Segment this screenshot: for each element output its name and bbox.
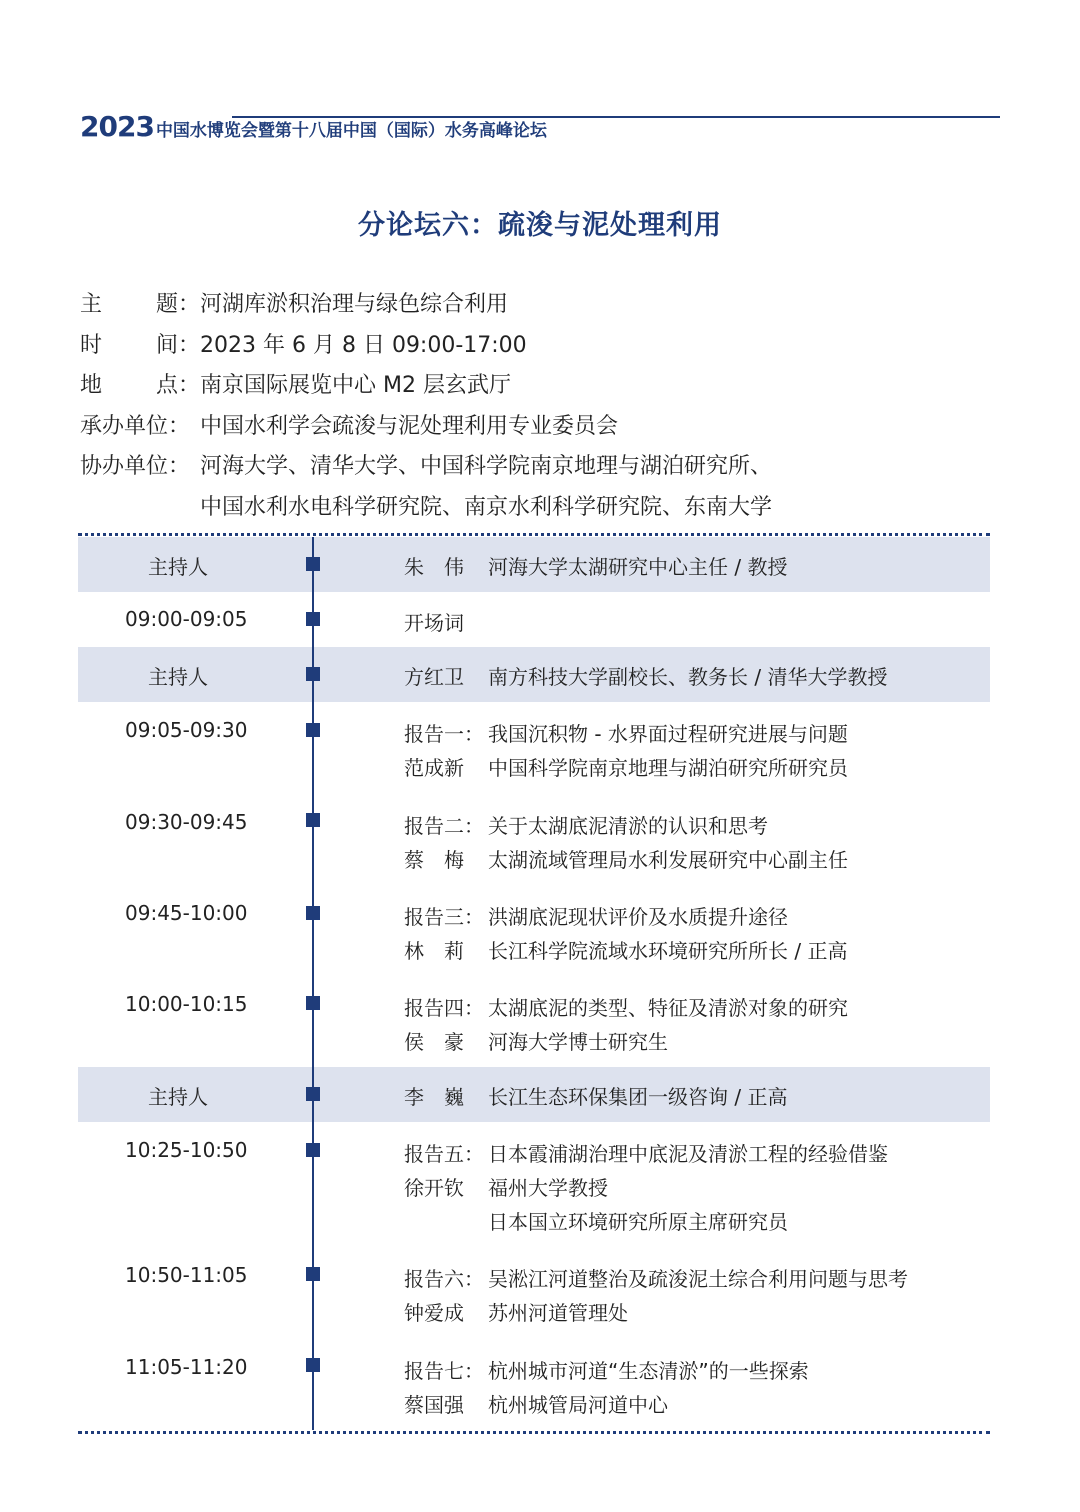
- info-time-label: 时 间：: [80, 332, 200, 358]
- info-co-row: [80, 447, 772, 488]
- info-theme-row: [80, 285, 772, 326]
- speaker-name: 蔡国强: [404, 1393, 464, 1417]
- report-title: 我国沉积物 - 水界面过程研究进展与问题: [488, 722, 848, 746]
- speaker-name: 徐开钦: [404, 1176, 464, 1200]
- info-place-value: 南京国际展览中心 M2 层玄武厅: [200, 373, 511, 398]
- schedule-item: [78, 592, 990, 647]
- host-row: [78, 537, 990, 592]
- timeline-marker: [306, 813, 320, 827]
- item-time: 09:30-09:45: [125, 810, 248, 834]
- host-label: 主持人: [148, 665, 208, 689]
- speaker-affiliation: 苏州河道管理处: [488, 1301, 628, 1325]
- host-label: 主持人: [148, 1085, 208, 1109]
- info-co-value-line2: 中国水利水电科学研究院、南京水利科学研究院、东南大学: [200, 494, 773, 520]
- info-time-value: 2023 年 6 月 8 日 09:00-17:00: [200, 332, 527, 358]
- report-title: 杭州城市河道“生态清淤”的一些探索: [488, 1359, 809, 1383]
- report-label: 报告二：: [404, 814, 484, 838]
- info-co-value-line1: 河海大学、清华大学、中国科学院南京地理与湖泊研究所、: [200, 454, 773, 479]
- report-label: 报告三：: [404, 905, 484, 929]
- report-title: 洪湖底泥现状评价及水质提升途径: [488, 905, 788, 929]
- info-block: [80, 285, 772, 528]
- item-time: 10:25-10:50: [125, 1138, 248, 1162]
- timeline-marker: [306, 612, 320, 626]
- page-title: 分论坛六：疏浚与泥处理利用: [358, 210, 722, 241]
- info-organizer-label: 承办单位：: [80, 413, 191, 439]
- item-time: 09:45-10:00: [125, 901, 248, 925]
- info-place-row: [80, 366, 772, 407]
- host-desc: 河海大学太湖研究中心主任 / 教授: [488, 555, 788, 579]
- timeline-marker: [306, 906, 320, 920]
- report-title: 太湖底泥的类型、特征及清淤对象的研究: [488, 996, 848, 1020]
- timeline-marker: [306, 1358, 320, 1372]
- top-dotted-divider: [78, 533, 990, 536]
- bottom-dotted-divider: [78, 1431, 990, 1434]
- speaker-name: 钟爱成: [404, 1301, 464, 1325]
- item-time: 10:50-11:05: [125, 1263, 248, 1287]
- speaker-name: 侯 豪: [404, 1030, 464, 1054]
- report-label: 报告六：: [404, 1267, 484, 1291]
- info-organizer-row: [80, 407, 772, 448]
- info-place-label: 地 点：: [80, 373, 200, 398]
- host-name: 朱 伟: [404, 555, 464, 579]
- host-name: 李 巍: [404, 1085, 464, 1109]
- host-row: [78, 647, 990, 702]
- report-label: 报告四：: [404, 996, 484, 1020]
- schedule-item: [78, 1246, 990, 1338]
- report-label: 报告一：: [404, 722, 484, 746]
- schedule-item: [78, 1122, 990, 1246]
- header-forum-name: 中国水博览会暨第十八届中国（国际）水务高峰论坛: [155, 121, 547, 141]
- item-time: 11:05-11:20: [125, 1355, 248, 1379]
- header-year: 2023: [80, 110, 154, 143]
- timeline-marker: [306, 1143, 320, 1157]
- document-header: [80, 110, 547, 143]
- host-desc: 长江生态环保集团一级咨询 / 正高: [488, 1085, 788, 1109]
- speaker-affiliation: 河海大学博士研究生: [488, 1030, 668, 1054]
- host-row: [78, 1067, 990, 1122]
- speaker-affiliation: 福州大学教授: [488, 1176, 608, 1200]
- speaker-name: 林 莉: [404, 939, 464, 963]
- report-title: 吴淞江河道整治及疏浚泥土综合利用问题与思考: [488, 1267, 908, 1291]
- info-co-row-cont: [80, 488, 772, 529]
- report-label: 报告七：: [404, 1359, 484, 1383]
- speaker-name: 范成新: [404, 756, 464, 780]
- schedule-item: [78, 975, 990, 1067]
- schedule-timeline: [78, 537, 990, 1430]
- item-time: 09:00-09:05: [125, 607, 248, 631]
- item-time: 09:05-09:30: [125, 718, 248, 742]
- timeline-marker: [306, 723, 320, 737]
- header-rule: [232, 116, 1000, 118]
- timeline-marker: [306, 996, 320, 1010]
- timeline-marker: [306, 557, 320, 571]
- timeline-marker: [306, 1267, 320, 1281]
- info-theme-label: 主 题：: [80, 292, 200, 317]
- item-time: 10:00-10:15: [125, 992, 248, 1016]
- speaker-affiliation: 中国科学院南京地理与湖泊研究所研究员: [488, 756, 848, 780]
- schedule-item: [78, 702, 990, 793]
- speaker-affiliation: 太湖流域管理局水利发展研究中心副主任: [488, 848, 848, 872]
- host-desc: 南方科技大学副校长、教务长 / 清华大学教授: [488, 665, 888, 689]
- schedule-item: [78, 793, 990, 884]
- schedule-item: [78, 884, 990, 975]
- info-theme-value: 河湖库淤积治理与绿色综合利用: [200, 292, 509, 317]
- host-name: 方红卫: [404, 665, 464, 689]
- speaker-affiliation: 杭州城管局河道中心: [488, 1393, 668, 1417]
- speaker-name: 蔡 梅: [404, 848, 464, 872]
- info-co-label: 协办单位：: [80, 454, 191, 479]
- host-label: 主持人: [148, 555, 208, 579]
- report-label: 报告五：: [404, 1142, 484, 1166]
- timeline-marker: [306, 1087, 320, 1101]
- schedule-item: [78, 1338, 990, 1430]
- info-organizer-value: 中国水利学会疏浚与泥处理利用专业委员会: [200, 413, 619, 439]
- report-title: 关于太湖底泥清淤的认识和思考: [488, 814, 768, 838]
- item-label: 开场词: [404, 611, 464, 635]
- speaker-affiliation-2: 日本国立环境研究所原主席研究员: [488, 1210, 788, 1234]
- timeline-marker: [306, 667, 320, 681]
- speaker-affiliation: 长江科学院流域水环境研究所所长 / 正高: [488, 939, 848, 963]
- report-title: 日本霞浦湖治理中底泥及清淤工程的经验借鉴: [488, 1142, 888, 1166]
- info-time-row: [80, 326, 772, 367]
